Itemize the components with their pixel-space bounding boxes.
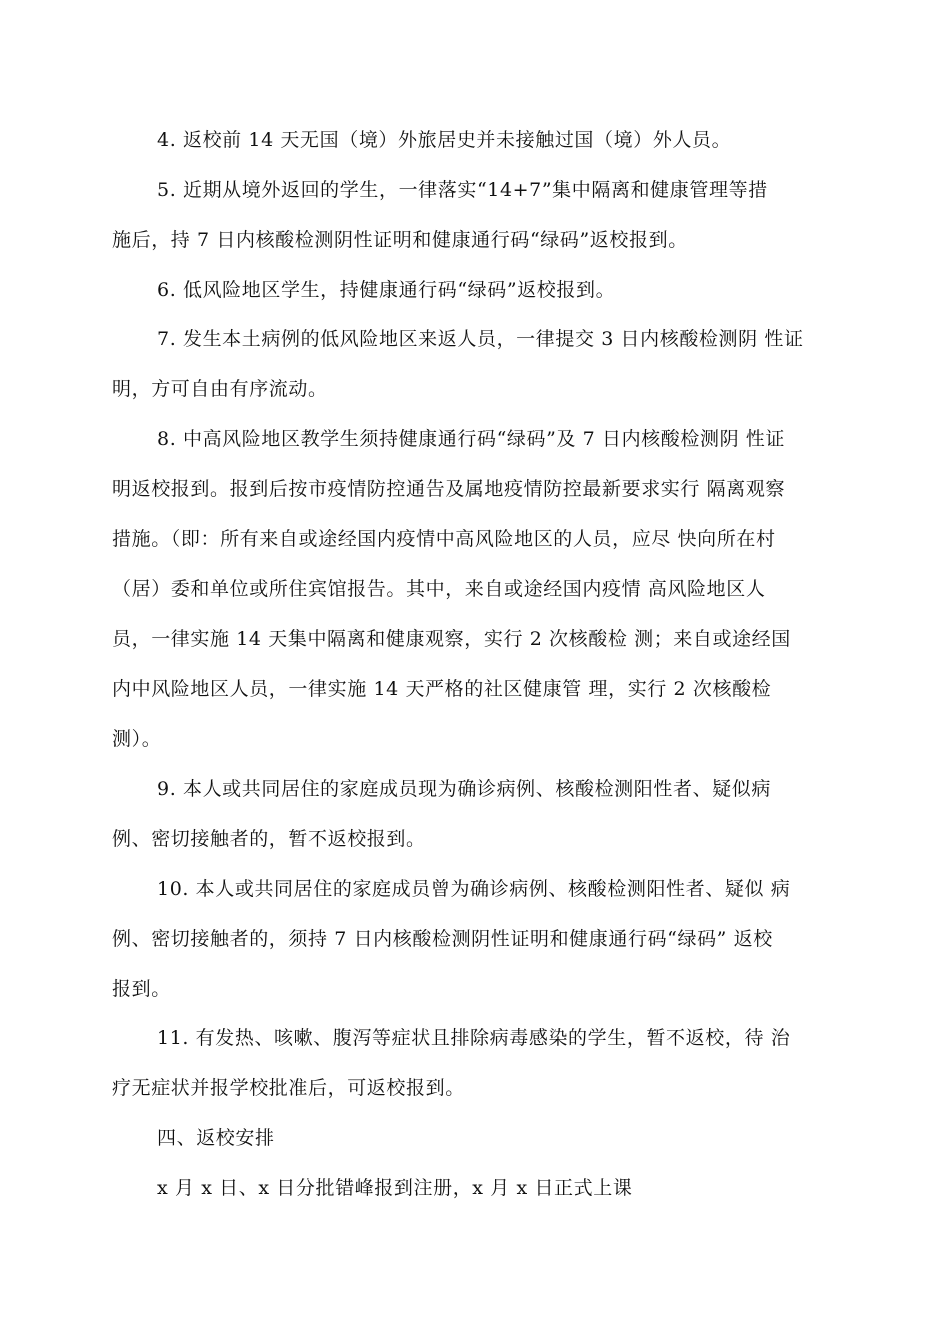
- item-4-line-1: 4. 返校前 14 天无国（境）外旅居史并未接触过国（境）外人员。: [157, 129, 732, 151]
- item-8-line-6: 内中风险地区人员，一律实施 14 天严格的社区健康管 理，实行 2 次核酸检: [112, 678, 772, 700]
- item-7-line-1: 7. 发生本土病例的低风险地区来返人员，一律提交 3 日内核酸检测阴 性证: [157, 328, 804, 350]
- item-10-line-2: 例、密切接触者的，须持 7 日内核酸检测阴性证明和健康通行码“绿码” 返校: [112, 928, 773, 950]
- item-7-line-2: 明，方可自由有序流动。: [112, 378, 328, 400]
- item-10-line-3: 报到。: [112, 978, 171, 1000]
- item-8-line-5: 员，一律实施 14 天集中隔离和健康观察，实行 2 次核酸检 测；来自或途经国: [112, 628, 791, 650]
- item-6-line-1: 6. 低风险地区学生，持健康通行码“绿码”返校报到。: [157, 279, 616, 301]
- item-9-line-1: 9. 本人或共同居住的家庭成员现为确诊病例、核酸检测阳性者、疑似病: [157, 778, 771, 800]
- item-9-line-2: 例、密切接触者的，暂不返校报到。: [112, 828, 426, 850]
- item-10-line-1: 10. 本人或共同居住的家庭成员曾为确诊病例、核酸检测阳性者、疑似 病: [157, 878, 791, 900]
- schedule-line: x 月 x 日、x 日分批错峰报到注册，x 月 x 日正式上课: [157, 1177, 633, 1199]
- item-11-line-1: 11. 有发热、咳嗽、腹泻等症状且排除病毒感染的学生，暂不返校，待 治: [157, 1027, 791, 1049]
- item-11-line-2: 疗无症状并报学校批准后，可返校报到。: [112, 1077, 465, 1099]
- item-8-line-1: 8. 中高风险地区教学生须持健康通行码“绿码”及 7 日内核酸检测阴 性证: [157, 428, 786, 450]
- section-heading: 四、返校安排: [157, 1127, 275, 1149]
- item-5-line-1: 5. 近期从境外返回的学生，一律落实“14+7”集中隔离和健康管理等措: [157, 179, 768, 201]
- item-8-line-7: 测）。: [112, 728, 162, 750]
- item-8-line-2: 明返校报到。报到后按市疫情防控通告及属地疫情防控最新要求实行 隔离观察: [112, 478, 786, 500]
- item-8-line-3: 措施。（即：所有来自或途经国内疫情中高风险地区的人员，应尽 快向所在村: [112, 528, 776, 550]
- item-8-line-4: （居）委和单位或所住宾馆报告。其中，来自或途经国内疫情 高风险地区人: [112, 578, 766, 600]
- item-5-line-2: 施后，持 7 日内核酸检测阴性证明和健康通行码“绿码”返校报到。: [112, 229, 688, 251]
